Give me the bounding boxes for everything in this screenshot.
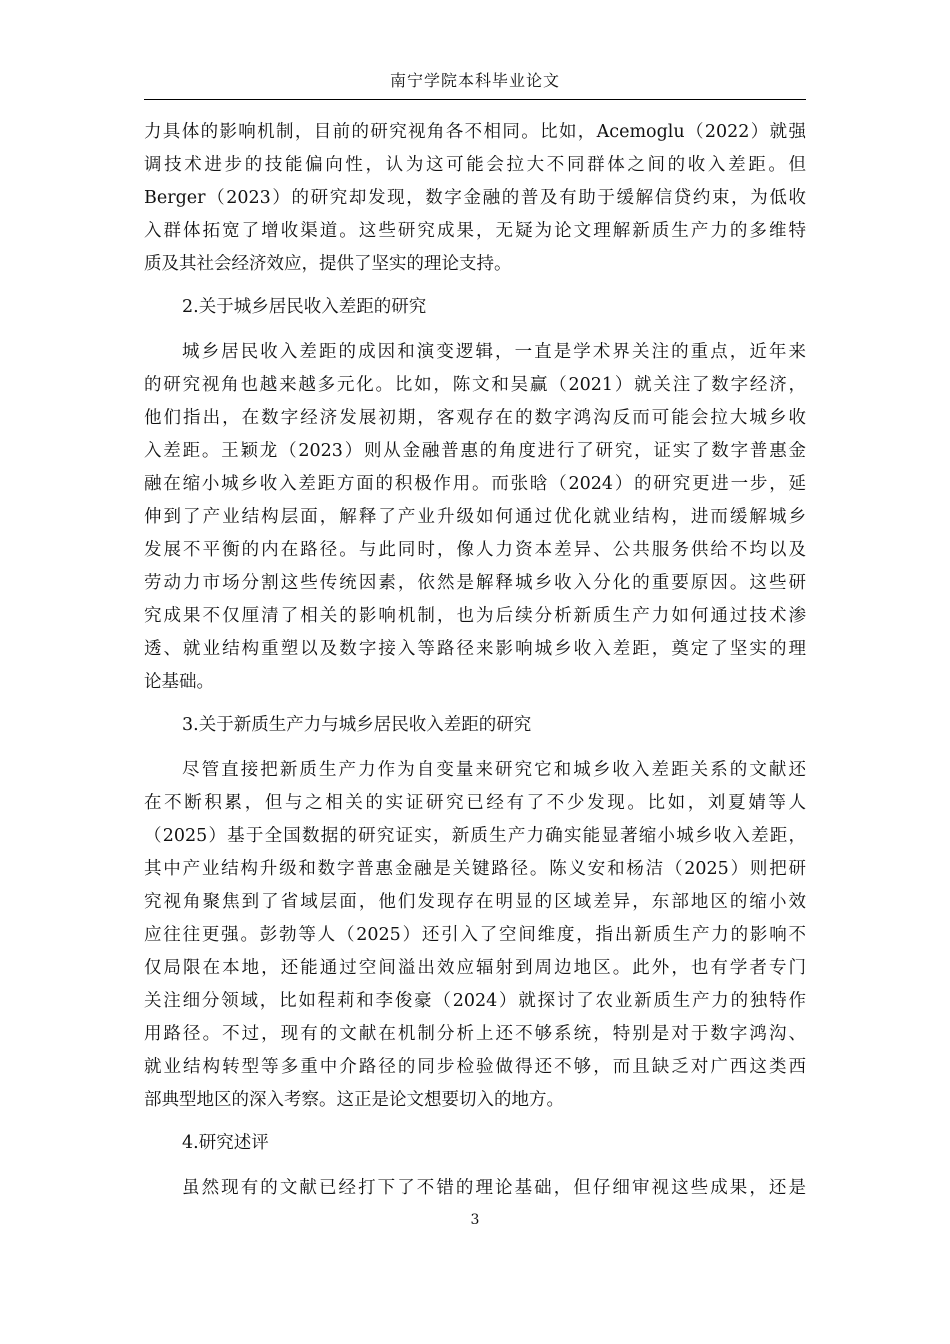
paragraph-line: 尽管直接把新质生产力作为自变量来研究它和城乡收入差距关系的文献还 xyxy=(182,760,806,780)
section-heading-2: 2.关于城乡居民收入差距的研究 xyxy=(182,297,427,317)
paragraph-line: 透、就业结构重塑以及数字接入等路径来影响城乡收入差距，奠定了坚实的理 xyxy=(144,639,806,659)
paragraph-line: 究成果不仅厘清了相关的影响机制，也为后续分析新质生产力如何通过技术渗 xyxy=(144,606,806,626)
paragraph-line: 的研究视角也越来越多元化。比如，陈文和吴赢（2021）就关注了数字经济， xyxy=(144,375,806,395)
paragraph-line: 他们指出，在数字经济发展初期，客观存在的数字鸿沟反而可能会拉大城乡收 xyxy=(144,408,806,428)
paragraph-line: 调技术进步的技能偏向性，认为这可能会拉大不同群体之间的收入差距。但 xyxy=(144,155,806,175)
paragraph-line: 入群体拓宽了增收渠道。这些研究成果，无疑为论文理解新质生产力的多维特 xyxy=(144,221,806,241)
paragraph-line: 发展不平衡的内在路径。与此同时，像人力资本差异、公共服务供给不均以及 xyxy=(144,540,806,560)
section-heading-4: 4.研究述评 xyxy=(182,1133,269,1153)
header-rule xyxy=(144,99,806,100)
paragraph-line: 城乡居民收入差距的成因和演变逻辑，一直是学术界关注的重点，近年来 xyxy=(182,342,806,362)
paragraph-line: 在不断积累，但与之相关的实证研究已经有了不少发现。比如，刘夏婧等人 xyxy=(144,793,806,813)
paragraph-line: 融在缩小城乡收入差距方面的积极作用。而张晗（2024）的研究更进一步，延 xyxy=(144,474,806,494)
paragraph-line: 究视角聚焦到了省域层面，他们发现存在明显的区域差异，东部地区的缩小效 xyxy=(144,892,806,912)
paragraph-line: 其中产业结构升级和数字普惠金融是关键路径。陈义安和杨洁（2025）则把研 xyxy=(144,859,806,879)
page-number: 3 xyxy=(470,1212,480,1228)
paragraph-line: 伸到了产业结构层面，解释了产业升级如何通过优化就业结构，进而缓解城乡 xyxy=(144,507,806,527)
paragraph-line: 用路径。不过，现有的文献在机制分析上还不够系统，特别是对于数字鸿沟、 xyxy=(144,1024,806,1044)
paragraph-line: 质及其社会经济效应，提供了坚实的理论支持。 xyxy=(144,254,512,274)
paragraph-line: 虽然现有的文献已经打下了不错的理论基础，但仔细审视这些成果，还是 xyxy=(182,1178,806,1198)
paragraph-line: 关注细分领域，比如程莉和李俊豪（2024）就探讨了农业新质生产力的独特作 xyxy=(144,991,806,1011)
paragraph-line: 力具体的影响机制，目前的研究视角各不相同。比如，Acemoglu（2022）就强 xyxy=(144,122,806,142)
paragraph-line: Berger（2023）的研究却发现，数字金融的普及有助于缓解信贷约束，为低收 xyxy=(144,188,806,208)
paragraph-line: 应往往更强。彭勃等人（2025）还引入了空间维度，指出新质生产力的影响不 xyxy=(144,925,806,945)
paragraph-line: （2025）基于全国数据的研究证实，新质生产力确实能显著缩小城乡收入差距， xyxy=(144,826,806,846)
paragraph-line: 入差距。王颖龙（2023）则从金融普惠的角度进行了研究，证实了数字普惠金 xyxy=(144,441,806,461)
paragraph-line: 就业结构转型等多重中介路径的同步检验做得还不够，而且缺乏对广西这类西 xyxy=(144,1057,806,1077)
section-heading-3: 3.关于新质生产力与城乡居民收入差距的研究 xyxy=(182,715,532,735)
paragraph-line: 部典型地区的深入考察。这正是论文想要切入的地方。 xyxy=(144,1090,564,1110)
paragraph-line: 论基础。 xyxy=(144,672,214,692)
paragraph-line: 仅局限在本地，还能通过空间溢出效应辐射到周边地区。此外，也有学者专门 xyxy=(144,958,806,978)
paragraph-line: 劳动力市场分割这些传统因素，依然是解释城乡收入分化的重要原因。这些研 xyxy=(144,573,806,593)
running-header-title: 南宁学院本科毕业论文 xyxy=(389,71,560,90)
